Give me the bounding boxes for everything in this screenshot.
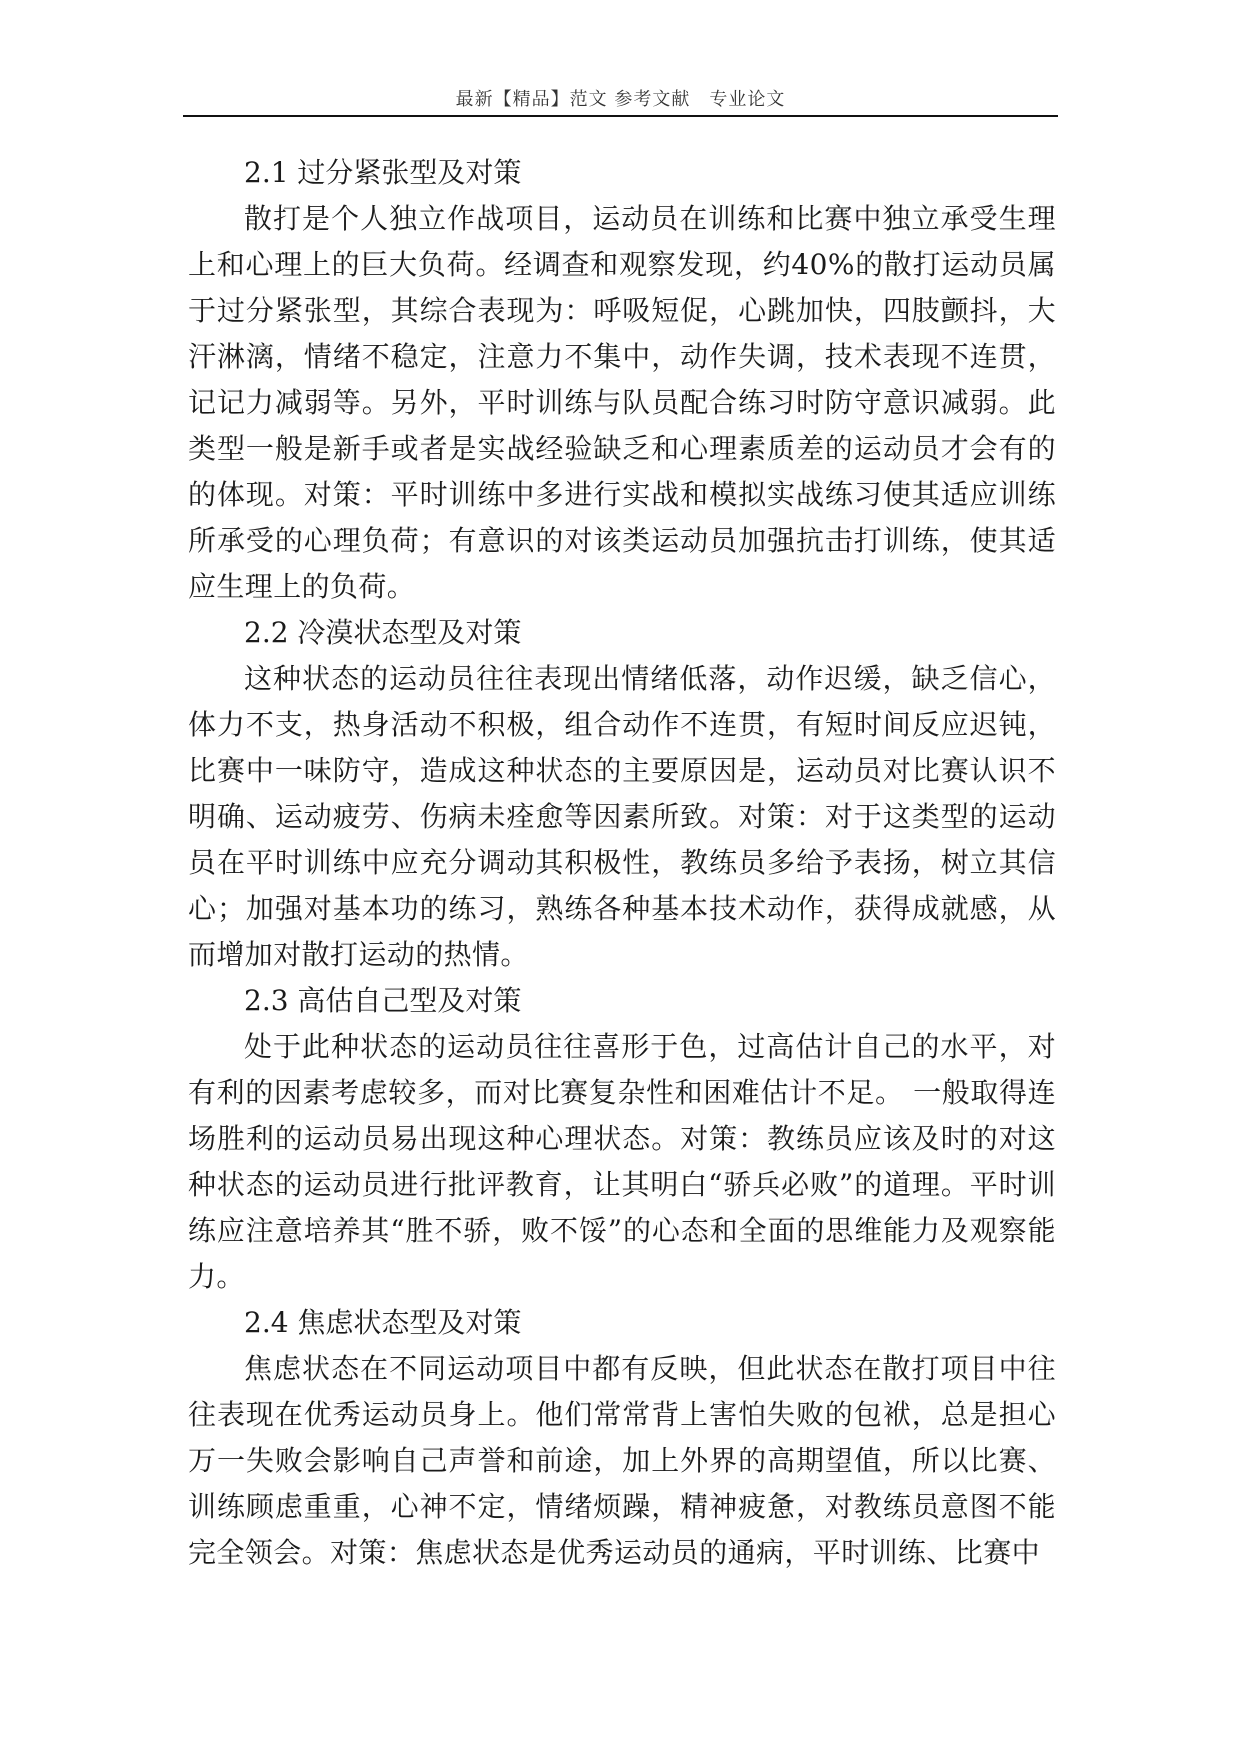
section-heading-2-1: 2.1 过分紧张型及对策 bbox=[244, 156, 522, 189]
header-divider bbox=[183, 115, 1058, 117]
section-heading-2-3: 2.3 高估自己型及对策 bbox=[244, 984, 522, 1017]
section-paragraph-2-4: 焦虑状态在不同运动项目中都有反映，但此状态在散打项目中往往表现在优秀运动员身上。他们常常背上害怕失败的包袱，总是担心万一失败会影响自己声誉和前途，加上外界的高期望值，所以比赛、训练顾虑重重，心神不定，情绪烦躁，精神疲惫，对教练员意图不能完全领会。对策：焦虑状态是优秀运动员的通病，平时训练、比赛中 bbox=[188, 1352, 1056, 1569]
section-paragraph-2-2: 这种状态的运动员往往表现出情绪低落，动作迟缓，缺乏信心，体力不支，热身活动不积极，组合动作不连贯，有短时间反应迟钝，比赛中一味防守，造成这种状态的主要原因是，运动员对比赛认识不明确、运动疲劳、伤病未痊愈等因素所致。对策：对于这类型的运动员在平时训练中应充分调动其积极性，教练员多给予表扬，树立其信心；加强对基本功的练习，熟练各种基本技术动作，获得成就感，从而增加对散打运动的热情。 bbox=[188, 662, 1056, 971]
section-heading-2-4: 2.4 焦虑状态型及对策 bbox=[244, 1306, 522, 1339]
page-header: 最新【精品】范文 参考文献 专业论文 bbox=[455, 89, 786, 110]
document-body bbox=[188, 150, 1056, 1576]
section-paragraph-2-3: 处于此种状态的运动员往往喜形于色，过高估计自己的水平，对有利的因素考虑较多，而对比赛复杂性和困难估计不足。 一般取得连场胜利的运动员易出现这种心理状态。对策：教练员应该及时的对这种状态的运动员进行批评教育，让其明白“骄兵必败”的道理。平时训练应注意培养其“胜不骄，败不馁”的心态和全面的思维能力及观察能力。 bbox=[188, 1030, 1056, 1293]
section-heading-2-2: 2.2 冷漠状态型及对策 bbox=[244, 616, 522, 649]
section-paragraph-2-1: 散打是个人独立作战项目，运动员在训练和比赛中独立承受生理上和心理上的巨大负荷。经调查和观察发现，约40%的散打运动员属于过分紧张型，其综合表现为：呼吸短促，心跳加快，四肢颤抖，大汗淋漓，情绪不稳定，注意力不集中，动作失调，技术表现不连贯，记记力减弱等。另外，平时训练与队员配合练习时防守意识减弱。此类型一般是新手或者是实战经验缺乏和心理素质差的运动员才会有的的体现。对策：平时训练中多进行实战和模拟实战练习使其适应训练所承受的心理负荷；有意识的对该类运动员加强抗击打训练，使其适应生理上的负荷。 bbox=[188, 202, 1056, 603]
